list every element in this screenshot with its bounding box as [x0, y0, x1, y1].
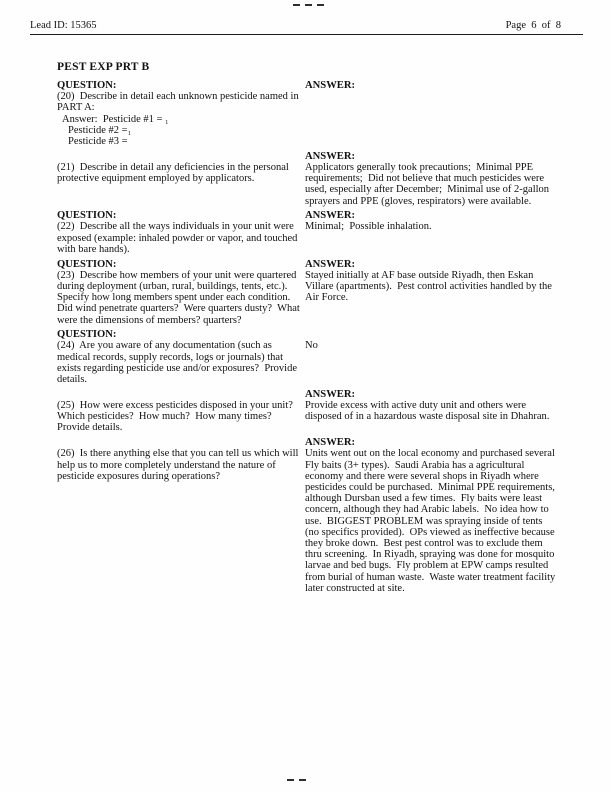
qa-block-22 — [57, 210, 558, 255]
qa-row — [57, 91, 558, 147]
question-text: (22) Describe all the ways individuals in your unit were exposed (example: inhaled powder or vapor, and touched with bare hands). — [57, 221, 301, 255]
answer-text: Provide excess with active duty unit and others were disposed of in a hazardous waste disposal site in Dhahran. — [305, 399, 550, 423]
scan-mark — [305, 4, 312, 6]
question-label — [57, 151, 305, 162]
document-body — [57, 61, 558, 594]
label-row — [57, 259, 558, 270]
qa-row — [57, 448, 558, 594]
question-label: QUESTION: — [57, 329, 117, 341]
scan-mark — [287, 779, 294, 781]
answer-text: Units went out on the local economy and purchased several Fly baits (3+ types). Saudi Arabia has a agricultural economy and there were several shops in Riyadh where pesticides could be purchased. Minimal PPE requirements, although Dursban used a few times. Fly baits were least concern, although they had Arabic labels. No idea how to use. BIGGEST PROBLEM was spraying inside of tents (no specifics provided). OPs viewed as ineffective because they broke down. Best pest control was to exclude them thru screening. In Riyadh, spraying was done for mosquito larvae and bed bugs. Fly problem at EPW camps resulted from burial of human waste. Waste water treatment facility later constructed at site. — [305, 448, 558, 594]
question-text: (20) Describe in detail each unknown pesticide named in PART A: — [57, 91, 302, 114]
question-text: (21) Describe in detail any deficiencies in the personal protective equipment employed by applicators. — [57, 161, 292, 185]
document-title: PEST EXP PRT B — [57, 61, 150, 73]
question-label — [57, 437, 305, 448]
answer-field-line: Pesticide #3 = — [68, 136, 128, 148]
question-cell — [57, 91, 305, 147]
qa-block-25 — [57, 389, 558, 434]
qa-row — [57, 162, 558, 207]
question-text: (26) Is there anything else that you can tell us which will help us to more completely understand the nature of pesticide exposures during operations? — [57, 448, 302, 482]
answer-text: Stayed initially at AF base outside Riyadh, then Eskan Villare (apartments). Pest control activities handled by the Air Force. — [305, 269, 554, 304]
scan-mark — [299, 779, 306, 781]
label-row — [57, 329, 558, 340]
page-header — [30, 20, 561, 31]
label-row — [57, 210, 558, 221]
qa-block-23 — [57, 259, 558, 326]
scan-mark — [293, 4, 300, 6]
qa-row — [57, 340, 558, 385]
answer-label: ANSWER: — [305, 388, 356, 400]
qa-row — [57, 270, 558, 326]
qa-block-24 — [57, 329, 558, 385]
answer-label: ANSWER: — [305, 258, 356, 270]
question-text: (24) Are you aware of any documentation (such as medical records, supply records, logs or journals) that exists regarding pesticide use and/or exposures? Provide details. — [57, 340, 300, 386]
qa-block-21 — [57, 151, 558, 207]
scan-marks-top — [293, 4, 324, 6]
page-number: Page 6 of 8 — [505, 20, 561, 31]
question-label — [57, 389, 305, 400]
label-row — [57, 437, 558, 448]
label-row — [57, 80, 558, 91]
question-label: QUESTION: — [57, 80, 117, 91]
qa-block-20 — [57, 80, 558, 147]
answer-label: ANSWER: — [305, 80, 356, 91]
answer-text: No — [305, 340, 318, 352]
answer-text: Minimal; Possible inhalation. — [305, 221, 432, 233]
qa-block-26 — [57, 437, 558, 594]
answer-text: Applicators generally took precautions; Minimal PPE requirements; Did not believe that much pesticides were used, especially after December; Minimal use of 2-gallon sprayers and PPE (gloves, respirators) were available. — [305, 161, 552, 207]
question-text: (23) Describe how members of your unit were quartered during deployment (urban, rural, buildings, tents, etc.). Specify how long members spent under each condition. Did wind penetrate quarters? Were quarters dusty? What were the dimensions of members? quarters? — [57, 269, 303, 326]
label-row — [57, 389, 558, 400]
answer-field-line: Pesticide #2 =₁ — [68, 124, 132, 136]
question-label: QUESTION: — [57, 210, 117, 222]
question-label: QUESTION: — [57, 258, 117, 270]
qa-row — [57, 221, 558, 255]
answer-label — [305, 329, 558, 340]
answer-field-line: Answer: Pesticide #1 = ₁ — [62, 113, 169, 125]
question-text: (25) How were excess pesticides disposed in your unit? Which pesticides? How much? How many times? Provide details. — [57, 399, 298, 434]
label-row — [57, 151, 558, 162]
header-rule — [30, 34, 583, 35]
answer-text — [305, 91, 558, 147]
scan-marks-bottom — [287, 779, 306, 781]
lead-id: Lead ID: 15365 — [30, 20, 97, 31]
scan-mark — [317, 4, 324, 6]
answer-label: ANSWER: — [305, 210, 356, 222]
answer-label: ANSWER: — [305, 150, 356, 162]
answer-label: ANSWER: — [305, 437, 356, 449]
qa-row — [57, 400, 558, 434]
